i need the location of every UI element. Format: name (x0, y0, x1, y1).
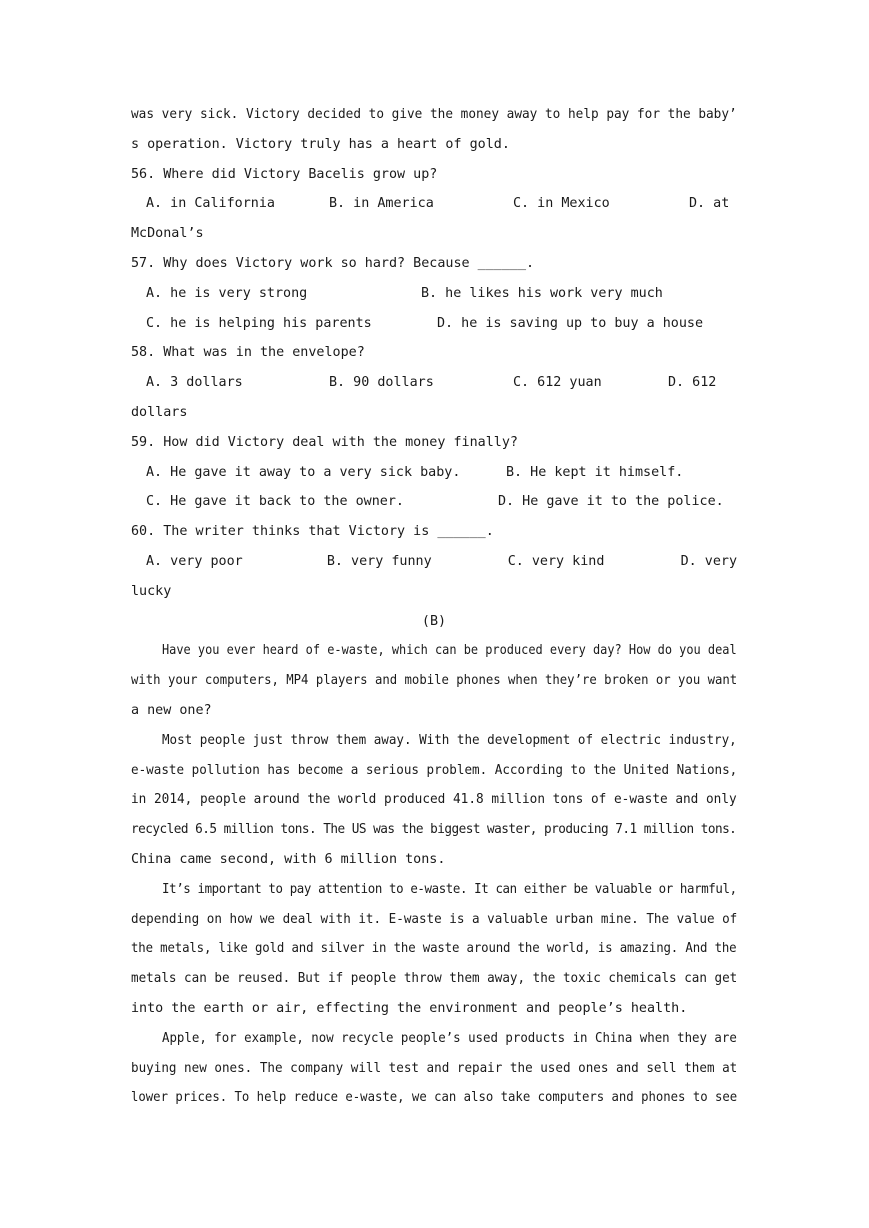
option-wrap-text: McDonal’s (131, 226, 204, 242)
section-heading-text: (B) (421, 613, 447, 629)
text-line: with your computers, MP4 players and mobile phones when they’re broken or you want (131, 673, 738, 689)
text-line: the metals, like gold and silver in the waste around the world, is amazing. And the (131, 941, 737, 957)
question-59 (131, 428, 737, 458)
paragraph-3-line (131, 905, 737, 935)
text-line: lower prices. To help reduce e-waste, we can also take computers and phones to see (131, 1090, 738, 1106)
paragraph-3-line (131, 875, 737, 905)
paragraph-3-line (131, 994, 737, 1024)
paragraph-3-line (131, 934, 737, 964)
text-line: buying new ones. The company will test and repair the used ones and sell them at (131, 1060, 738, 1076)
option-a: A. He gave it away to a very sick baby. (146, 464, 461, 480)
text-line: was very sick. Victory decided to give the money away to help pay for the baby’ (131, 107, 737, 122)
intro-line-1 (131, 100, 737, 130)
options-56 (131, 189, 737, 219)
option-wrap-60 (131, 577, 737, 607)
text-line: metals can be reused. But if people throw them away, the toxic chemicals can get (131, 971, 738, 987)
option-b: B. 90 dollars (329, 375, 434, 391)
options-58 (131, 368, 737, 398)
paragraph-1-line (131, 636, 737, 666)
text-line: Apple, for example, now recycle people’s used products in China when they are (162, 1030, 737, 1046)
text-line: It’s important to pay attention to e-waste. It can either be valuable or harmful, (162, 881, 737, 897)
option-d: D. very (680, 553, 738, 569)
question-56 (131, 160, 737, 190)
question-text: 57. Why does Victory work so hard? Because ______. (131, 255, 535, 271)
paragraph-4-line (131, 1054, 737, 1084)
option-a: A. very poor (146, 553, 243, 569)
options-57-row-2 (131, 309, 737, 339)
option-wrap-58 (131, 398, 737, 428)
question-text: 58. What was in the envelope? (131, 345, 365, 361)
text-line: Have you ever heard of e-waste, which can be produced every day? How do you deal (162, 643, 737, 659)
option-d: D. at (689, 196, 730, 212)
text-line: a new one? (131, 702, 212, 718)
options-60 (131, 547, 737, 577)
paragraph-4-line (131, 1083, 737, 1113)
option-c: C. he is helping his parents (146, 315, 372, 331)
paragraph-3-line (131, 964, 737, 994)
option-b: B. he likes his work very much (421, 285, 663, 301)
text-line: depending on how we deal with it. E-waste is a valuable urban mine. The value of (131, 911, 738, 927)
question-60 (131, 517, 737, 547)
question-57 (131, 249, 737, 279)
paragraph-2-line (131, 756, 737, 786)
option-c: C. in Mexico (513, 196, 610, 212)
paragraph-1-line (131, 696, 737, 726)
paragraph-4-line (131, 1024, 737, 1054)
paragraph-2-line (131, 726, 737, 756)
paragraph-2-line (131, 845, 737, 875)
question-text: 56. Where did Victory Bacelis grow up? (131, 166, 438, 182)
paragraph-1-line (131, 666, 737, 696)
question-58 (131, 338, 737, 368)
question-text: 60. The writer thinks that Victory is ______. (131, 524, 494, 540)
text-line: in 2014, people around the world produced 41.8 million tons of e-waste and only (131, 792, 737, 808)
question-text: 59. How did Victory deal with the money finally? (131, 434, 518, 450)
option-b: B. very funny (326, 553, 432, 569)
option-d: D. he is saving up to buy a house (437, 315, 704, 331)
option-c: C. 612 yuan (513, 375, 602, 391)
intro-line-2 (131, 130, 737, 160)
option-a: A. 3 dollars (146, 375, 243, 391)
option-wrap-text: lucky (131, 583, 172, 599)
text-line: s operation. Victory truly has a heart of gold. (131, 136, 510, 152)
option-b: B. in America (329, 196, 434, 212)
document-page (131, 100, 737, 1113)
option-a: A. in California (146, 196, 275, 212)
options-59-row-2 (131, 487, 737, 517)
text-line: into the earth or air, effecting the environment and people’s health. (131, 1000, 688, 1016)
text-line: recycled 6.5 million tons. The US was the biggest waster, producing 7.1 million tons. (131, 822, 737, 838)
paragraph-2-line (131, 785, 737, 815)
option-wrap-56 (131, 219, 737, 249)
option-c: C. very kind (507, 553, 605, 569)
option-wrap-text: dollars (131, 404, 188, 420)
option-a: A. he is very strong (146, 285, 308, 301)
text-line: Most people just throw them away. With the development of electric industry, (162, 732, 737, 748)
option-b: B. He kept it himself. (506, 464, 684, 480)
text-line: China came second, with 6 million tons. (131, 851, 446, 867)
options-59-row-1 (131, 458, 737, 488)
section-heading (131, 607, 737, 637)
paragraph-2-line (131, 815, 737, 845)
options-57-row-1 (131, 279, 737, 309)
option-d: D. He gave it to the police. (498, 494, 724, 510)
option-d: D. 612 (668, 375, 717, 391)
option-c: C. He gave it back to the owner. (146, 494, 404, 510)
text-line: e-waste pollution has become a serious problem. According to the United Nations, (131, 762, 738, 778)
